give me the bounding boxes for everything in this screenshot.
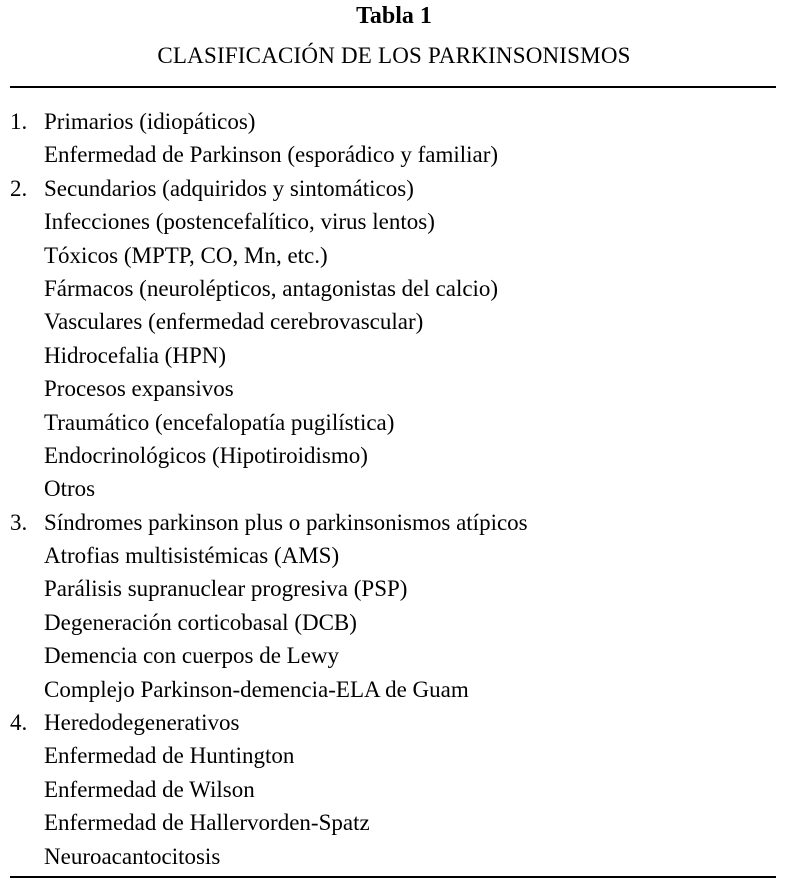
category-item: Infecciones (postencefalítico, virus lentos) (44, 209, 435, 235)
category-number: 3. (10, 509, 28, 535)
category-heading: Primarios (idiopáticos) (44, 109, 256, 134)
category-number: 4. (10, 710, 28, 736)
category-heading-row (10, 506, 776, 539)
category-item: Tóxicos (MPTP, CO, Mn, etc.) (44, 242, 328, 268)
category-item: Parálisis supranuclear progresiva (PSP) (44, 576, 408, 602)
category-number: 1. (10, 109, 28, 134)
category-heading-row (10, 105, 776, 138)
category-item: Degeneración corticobasal (DCB) (44, 609, 357, 635)
category-item: Endocrinológicos (Hipotiroidismo) (44, 442, 368, 468)
category-heading: Heredodegenerativos (44, 710, 240, 736)
top-rule-divider (10, 86, 776, 88)
classification-list (10, 105, 776, 873)
category-heading-row (10, 172, 776, 205)
category-item: Otros (44, 476, 96, 502)
category-item: Traumático (encefalopatía pugilística) (44, 409, 395, 435)
category-item: Complejo Parkinson-demencia-ELA de Guam (44, 676, 469, 702)
category-item: Demencia con cuerpos de Lewy (44, 643, 340, 669)
category-heading: Secundarios (adquiridos y sintomáticos) (44, 175, 414, 201)
category-number: 2. (10, 175, 28, 201)
category-heading-row (10, 706, 776, 739)
table-number-label: Tabla 1 (356, 3, 432, 29)
category-item: Hidrocefalia (HPN) (44, 342, 227, 368)
category-item: Procesos expansivos (44, 376, 234, 402)
category-item: Enfermedad de Parkinson (esporádico y familiar) (44, 142, 499, 168)
category-item: Vasculares (enfermedad cerebrovascular) (44, 309, 424, 335)
category-item: Enfermedad de Huntington (44, 743, 295, 769)
category-item: Enfermedad de Wilson (44, 776, 255, 802)
category-item: Neuroacantocitosis (44, 843, 221, 869)
table-title: CLASIFICACIÓN DE LOS PARKINSONISMOS (157, 43, 631, 68)
category-item: Atrofias multisistémicas (AMS) (44, 543, 340, 569)
bottom-rule-divider (10, 876, 776, 878)
category-item: Fármacos (neurolépticos, antagonistas del calcio) (44, 275, 499, 301)
category-heading: Síndromes parkinson plus o parkinsonismos atípicos (44, 509, 528, 535)
category-item: Enfermedad de Hallervorden-Spatz (44, 810, 370, 836)
